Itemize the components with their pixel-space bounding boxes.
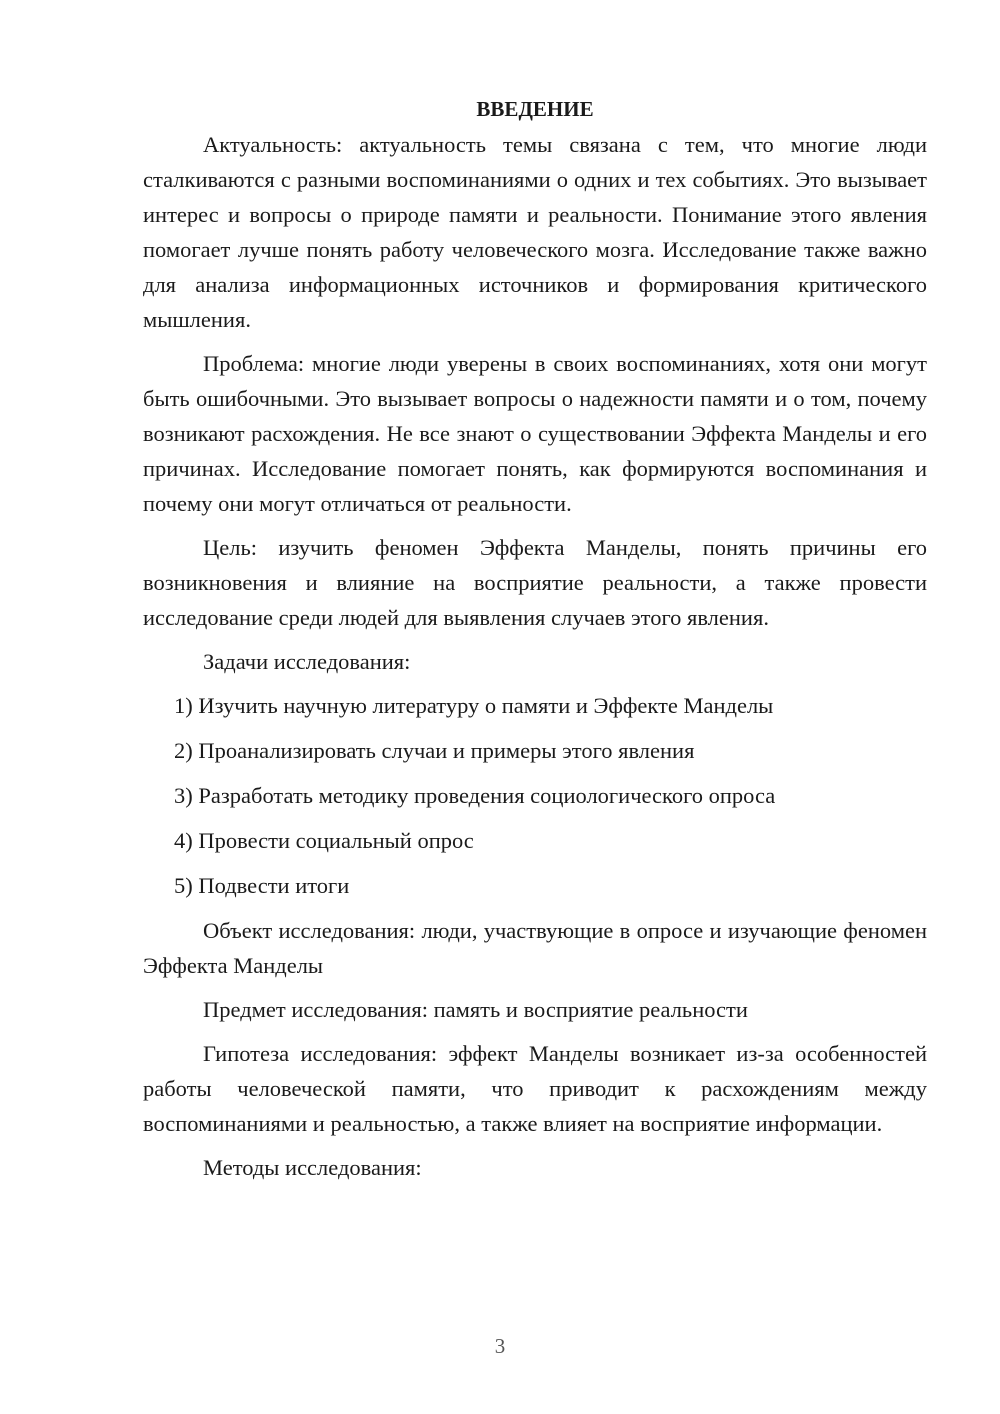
- list-item: 1) Изучить научную литературу о памяти и Эффекте Манделы: [174, 693, 774, 718]
- list-item: 3) Разработать методику проведения социологического опроса: [174, 783, 776, 808]
- paragraph-hypothesis: Гипотеза исследования: эффект Манделы возникает из-за особенностей работы человеческой памяти, что приводит к расхождениям между воспоминаниями и реальностью, а также влияет на восприятие информации.: [143, 1041, 927, 1136]
- list-item: 2) Проанализировать случаи и примеры этого явления: [174, 738, 695, 763]
- list-item: 5) Подвести итоги: [174, 873, 350, 898]
- paragraph-relevance: Актуальность: актуальность темы связана с тем, что многие люди сталкиваются с разными воспоминаниями о одних и тех событиях. Это вызывает интерес и вопросы о природе памяти и реальности. Понимание этого явления помогает лучше понять работу человеческого мозга. Исследование также важно для анализа информационных источников и формирования критического мышления.: [143, 132, 927, 332]
- page-content: [143, 92, 927, 1194]
- page-number: 3: [494, 1334, 506, 1358]
- list-item: 4) Провести социальный опрос: [174, 828, 474, 853]
- section-heading: ВВЕДЕНИЕ: [476, 97, 594, 121]
- paragraph-object: Объект исследования: люди, участвующие в опросе и изучающие феномен Эффекта Манделы: [143, 918, 927, 978]
- methods-title: Методы исследования:: [203, 1155, 422, 1180]
- tasks-list: [143, 688, 927, 903]
- tasks-title: Задачи исследования:: [203, 649, 411, 674]
- paragraph-subject: Предмет исследования: память и восприятие реальности: [203, 997, 748, 1022]
- paragraph-problem: Проблема: многие люди уверены в своих воспоминаниях, хотя они могут быть ошибочными. Это вызывает вопросы о надежности памяти и о том, почему возникают расхождения. Не все знают о существовании Эффекта Манделы и его причинах. Исследование помогает понять, как формируются воспоминания и почему они могут отличаться от реальности.: [143, 351, 927, 516]
- paragraph-goal: Цель: изучить феномен Эффекта Манделы, понять причины его возникновения и влияние на восприятие реальности, а также провести исследование среди людей для выявления случаев этого явления.: [143, 535, 927, 630]
